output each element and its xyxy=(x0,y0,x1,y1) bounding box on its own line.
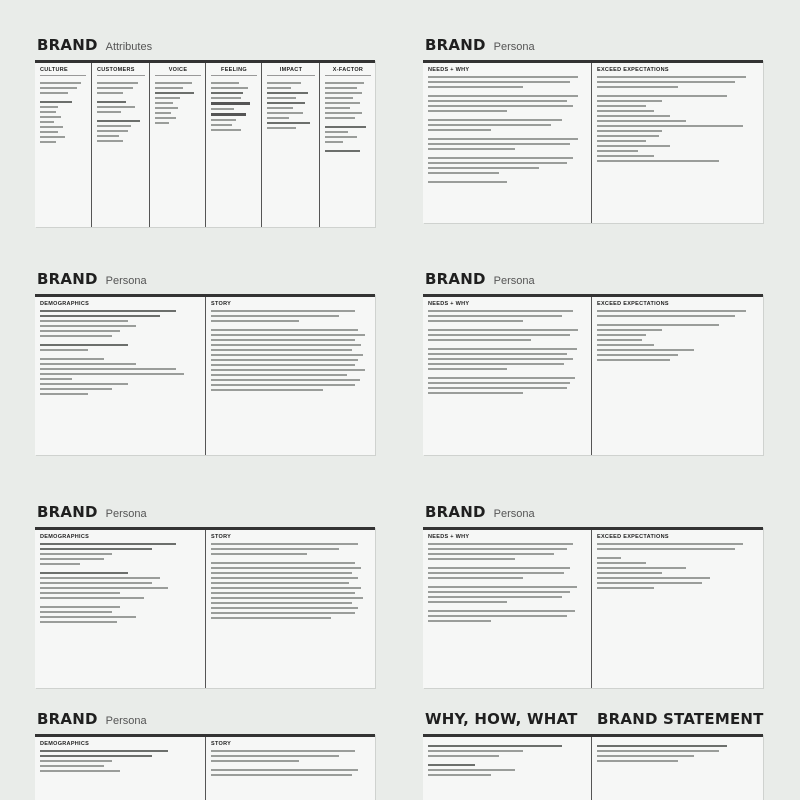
needs-column xyxy=(423,63,591,223)
panel-title-persona-needs-2 xyxy=(425,272,535,287)
panel-title-persona-demographics-2 xyxy=(37,505,147,520)
column-heading: X-FACTOR xyxy=(325,67,371,76)
column-heading: NEEDS + WHY xyxy=(428,301,470,307)
why-how-what-column xyxy=(423,737,591,800)
column-heading: NEEDS + WHY xyxy=(428,67,470,73)
attributes-column-impact xyxy=(261,63,320,227)
demographics-column xyxy=(35,297,205,455)
story-column xyxy=(205,530,375,688)
column-heading: CULTURE xyxy=(40,67,86,76)
column-heading: DEMOGRAPHICS xyxy=(40,534,90,540)
column-heading: DEMOGRAPHICS xyxy=(40,301,90,307)
panel-title-brand-statement xyxy=(597,712,764,727)
column-heading: DEMOGRAPHICS xyxy=(40,741,90,747)
brand-statement-column xyxy=(591,737,763,800)
attributes-column-voice xyxy=(149,63,206,227)
panel-title: BRAND xyxy=(425,36,486,54)
panel-title: WHY, HOW, WHAT xyxy=(425,710,578,728)
panel-title: BRAND xyxy=(37,270,98,288)
panel-title: BRAND STATEMENT xyxy=(597,710,764,728)
expectations-column xyxy=(591,63,763,223)
story-column xyxy=(205,737,375,800)
persona-demographics-sheet-2 xyxy=(35,527,375,688)
demographics-column xyxy=(35,530,205,688)
column-heading: STORY xyxy=(211,741,232,747)
expectations-column xyxy=(591,297,763,455)
story-column xyxy=(205,297,375,455)
panel-title-persona-needs xyxy=(425,38,535,53)
panel-title-brand-attributes xyxy=(37,38,152,53)
panel-subtitle: Persona xyxy=(105,715,147,727)
column-heading: EXCEED EXPECTATIONS xyxy=(597,301,669,307)
column-heading: FEELING xyxy=(211,67,257,76)
panel-title: BRAND xyxy=(425,503,486,521)
panel-subtitle: Persona xyxy=(105,508,147,520)
persona-demographics-sheet xyxy=(35,294,375,455)
needs-column xyxy=(423,297,591,455)
attributes-column-feeling xyxy=(205,63,262,227)
panel-title: BRAND xyxy=(425,270,486,288)
persona-needs-sheet-2 xyxy=(423,294,763,455)
column-heading: CUSTOMERS xyxy=(97,67,145,76)
needs-column xyxy=(423,530,591,688)
column-heading: EXCEED EXPECTATIONS xyxy=(597,534,669,540)
attributes-sheet xyxy=(35,60,375,227)
attributes-column-culture xyxy=(35,63,91,227)
brand-statement-sheet xyxy=(423,734,763,800)
panel-subtitle: Persona xyxy=(493,275,535,287)
panel-subtitle: Persona xyxy=(493,508,535,520)
persona-needs-sheet xyxy=(423,60,763,223)
column-heading: STORY xyxy=(211,534,232,540)
panel-title: BRAND xyxy=(37,710,98,728)
column-heading: STORY xyxy=(211,301,232,307)
expectations-column xyxy=(591,530,763,688)
panel-title-persona-needs-3 xyxy=(425,505,535,520)
panel-title: BRAND xyxy=(37,36,98,54)
panel-title-persona-demographics-3 xyxy=(37,712,147,727)
column-heading: VOICE xyxy=(155,67,201,76)
attributes-column-customers xyxy=(91,63,150,227)
column-heading: IMPACT xyxy=(267,67,315,76)
panel-subtitle: Persona xyxy=(105,275,147,287)
persona-needs-sheet-3 xyxy=(423,527,763,688)
persona-demographics-sheet-3 xyxy=(35,734,375,800)
panel-subtitle: Attributes xyxy=(105,41,153,53)
panel-title-persona-demographics xyxy=(37,272,147,287)
panel-subtitle: Persona xyxy=(493,41,535,53)
column-heading: EXCEED EXPECTATIONS xyxy=(597,67,669,73)
demographics-column xyxy=(35,737,205,800)
column-heading: NEEDS + WHY xyxy=(428,534,470,540)
panel-title-why-how-what xyxy=(425,712,578,727)
attributes-column-x-factor xyxy=(319,63,375,227)
panel-title: BRAND xyxy=(37,503,98,521)
